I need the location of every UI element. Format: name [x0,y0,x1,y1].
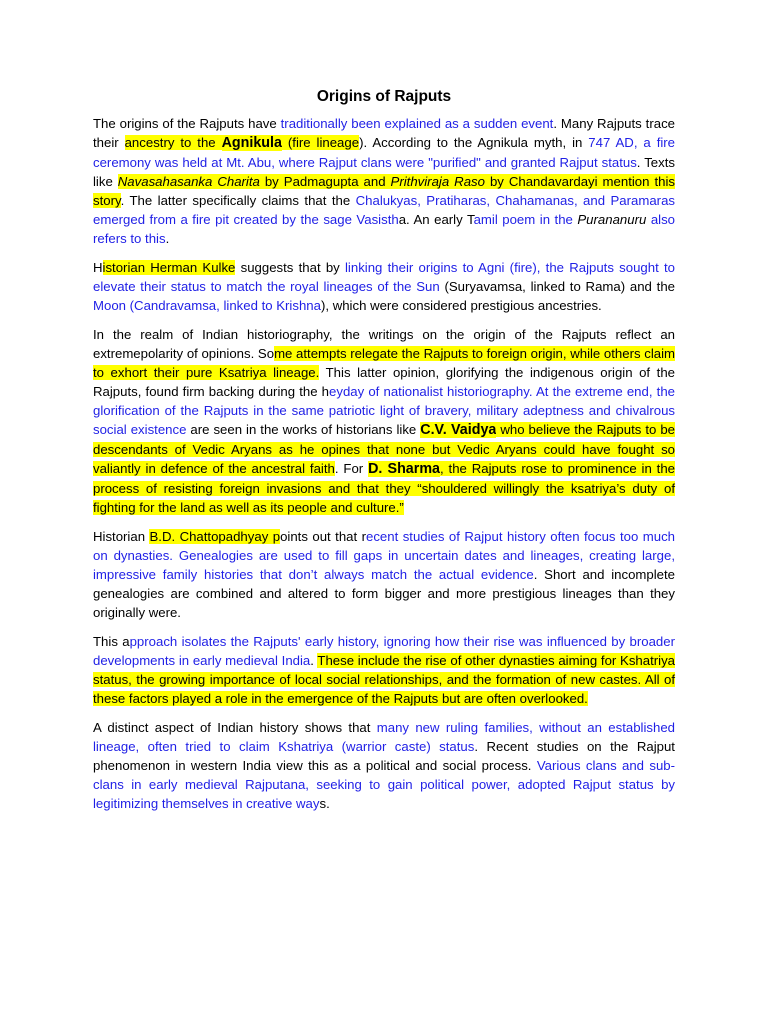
text-run: Chalukyas, Pratiharas, Chahamanas, and Paramaras emerged from a fire pit created by the sage Vasisth [93,193,675,227]
text-run: by Chandavardayi mention this story [93,174,675,208]
text-run: suggests that by [235,260,345,275]
paragraph-5 [93,632,675,708]
text-run: . Many Rajputs trace their [93,116,675,150]
text-run: s. [319,796,330,811]
text-run: amil poem in the [473,212,578,227]
paragraph-4 [93,527,675,622]
text-run: ). According to the Agnikula myth, in [359,135,589,150]
text-run: istorian Herman Kulke [102,260,236,275]
text-run: linking their origins to Agni (fire), the Rajputs sought to elevate their status to match the royal lineages of the Sun [93,260,675,294]
text-run: are seen in the works of historians like [186,422,421,437]
text-run: This latter opinion, glorifying the indigenous origin of the Rajputs, found firm backing during the h [93,365,675,399]
text-run: a. An early T [398,212,474,227]
text-run: (Suryavamsa, linked to Rama) and the [439,279,675,294]
text-run: , the Rajputs rose to prominence in the process of resisting foreign invasions and that they “shouldered willingly the ksatriya’s duty of fighting for the land as well as its people and culture.” [93,461,675,515]
text-run: . Short and incomplete genealogies are combined and altered to form bigger and more prestigious lineages than they originally were. [93,567,675,620]
text-run: . Recent studies on the Rajput phenomenon in western India view this as a political and social process. [93,739,675,773]
text-run: many new ruling families, without an established lineage, often tried to claim Kshatriya (warrior caste) status [93,720,675,754]
text-run: . [310,653,318,668]
text-run: B.D. Chattopadhyay p [149,529,281,544]
paragraph-3 [93,325,675,517]
text-run: (fire lineage [281,135,360,150]
text-run: ecent studies of Rajput history often focus too much on dynasties. Genealogies are used to fill gaps in uncertain dates and lineages, creating large, impressive family histories that don’t always match the actual evidence [93,529,675,582]
text-run: In the realm of Indian historiography, the writings on the origin of the Rajputs reflect an extremepolarity of opinions. So [93,327,675,361]
text-run: oints out that r [280,529,366,544]
text-run: H [93,260,103,275]
text-run: ancestry to the [124,135,222,150]
text-run: ), which were considered prestigious ancestries. [320,298,602,313]
text-run: These include the rise of other dynasties aiming for Kshatriya status, the growing importance of local social relationships, and the formation of new castes. All of these factors played a role in the emergence of the Rajputs but are often overlooked. [93,653,676,706]
text-run: . Texts like [93,155,675,189]
text-run: . The latter specifically claims that the [120,193,356,208]
text-run: pproach isolates the Rajputs' early history, ignoring how their rise was influenced by broader developments in early medieval India [93,634,675,668]
document-title: Origins of Rajputs [316,88,452,105]
text-run: eyday of nationalist historiography. At the extreme end, the glorification of the Rajputs in the same patriotic light of bravery, military adeptness and chivalrous social existence [93,384,675,437]
text-run: Historian [93,529,150,544]
document-body [93,114,675,813]
text-run: 747 AD, a fire ceremony was held at Mt. Abu, where Rajput clans were "purified" and granted Rajput status [93,135,676,170]
text-run: who believe the Rajputs to be descendants of Vedic Aryans as he opines that none but Vedic Aryans could have fought so valiantly in defence of the ancestral faith [93,422,675,476]
text-run: This a [93,634,130,649]
text-run: Various clans and sub-clans in early medieval Rajputana, seeking to gain political power, adopted Rajput status by legitimizing themselves in creative way [93,758,676,811]
paragraph-1 [93,114,675,248]
paragraph-6 [93,718,675,813]
paragraph-2 [93,258,675,315]
text-run: Prithviraja Raso [390,174,485,189]
text-run: Agnikula [221,135,282,151]
text-run: me attempts relegate the Rajputs to foreign origin, while others claim to exhort their pure Ksatriya lineage. [93,346,676,380]
text-run: Purananuru [577,212,647,227]
text-run: by Padmagupta and [259,174,391,189]
text-run: Moon (Candravamsa, linked to Krishna [93,298,321,313]
text-run: . [165,231,170,246]
text-run: C.V. Vaidya [420,422,497,438]
text-run: also refers to this [93,212,676,246]
document-page [93,86,675,823]
text-run: D. Sharma [368,461,440,477]
text-run: The origins of the Rajputs have [93,116,281,131]
text-run: A distinct aspect of Indian history shows that [93,720,377,735]
text-run: traditionally been explained as a sudden event [280,116,554,131]
text-run: . For [334,461,369,476]
text-run: Navasahasanka Charita [117,174,260,189]
